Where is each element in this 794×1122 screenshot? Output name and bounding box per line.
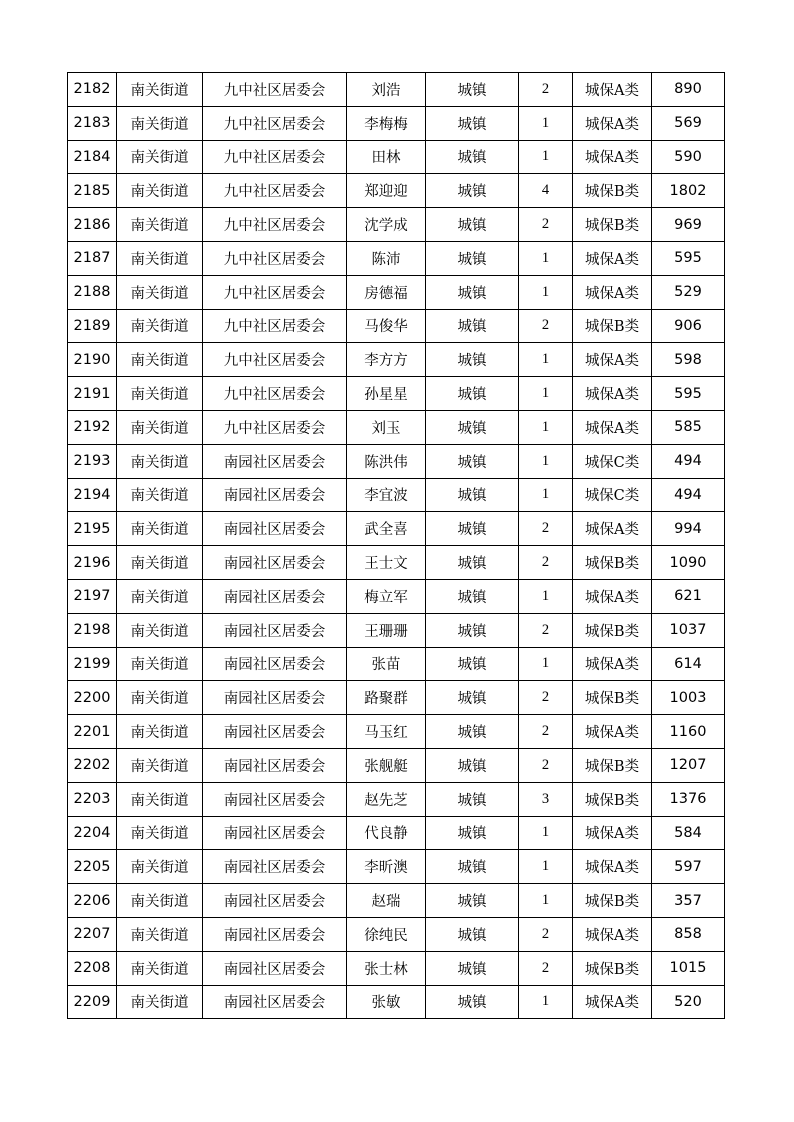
street-cell: 南关街道 — [117, 410, 203, 444]
row-number-cell: 2184 — [68, 140, 117, 174]
household-count-cell: 1 — [519, 377, 573, 411]
name-cell: 赵先芝 — [347, 782, 426, 816]
street-cell: 南关街道 — [117, 174, 203, 208]
name-cell: 陈洪伟 — [347, 444, 426, 478]
street-cell: 南关街道 — [117, 715, 203, 749]
community-cell: 南园社区居委会 — [203, 478, 347, 512]
household-count-cell: 1 — [519, 343, 573, 377]
row-number-cell: 2193 — [68, 444, 117, 478]
household-count-cell: 2 — [519, 309, 573, 343]
amount-cell: 1037 — [652, 613, 725, 647]
category-cell: 城保B类 — [573, 681, 652, 715]
name-cell: 路聚群 — [347, 681, 426, 715]
table-row — [68, 512, 725, 546]
row-number-cell: 2194 — [68, 478, 117, 512]
row-number-cell: 2203 — [68, 782, 117, 816]
category-cell: 城保A类 — [573, 647, 652, 681]
household-count-cell: 1 — [519, 985, 573, 1019]
household-count-cell: 1 — [519, 884, 573, 918]
category-cell: 城保A类 — [573, 73, 652, 107]
community-cell: 九中社区居委会 — [203, 343, 347, 377]
amount-cell: 906 — [652, 309, 725, 343]
name-cell: 郑迎迎 — [347, 174, 426, 208]
category-cell: 城保B类 — [573, 748, 652, 782]
household-count-cell: 3 — [519, 782, 573, 816]
name-cell: 张舰艇 — [347, 748, 426, 782]
area-type-cell: 城镇 — [426, 917, 519, 951]
amount-cell: 357 — [652, 884, 725, 918]
name-cell: 张士林 — [347, 951, 426, 985]
household-count-cell: 2 — [519, 73, 573, 107]
street-cell: 南关街道 — [117, 444, 203, 478]
category-cell: 城保A类 — [573, 816, 652, 850]
street-cell: 南关街道 — [117, 850, 203, 884]
amount-cell: 1160 — [652, 715, 725, 749]
amount-cell: 595 — [652, 241, 725, 275]
amount-cell: 584 — [652, 816, 725, 850]
category-cell: 城保A类 — [573, 275, 652, 309]
table-row — [68, 850, 725, 884]
street-cell: 南关街道 — [117, 782, 203, 816]
table-row — [68, 782, 725, 816]
street-cell: 南关街道 — [117, 377, 203, 411]
household-count-cell: 1 — [519, 647, 573, 681]
area-type-cell: 城镇 — [426, 106, 519, 140]
area-type-cell: 城镇 — [426, 546, 519, 580]
amount-cell: 994 — [652, 512, 725, 546]
table-row — [68, 951, 725, 985]
community-cell: 九中社区居委会 — [203, 410, 347, 444]
table-row — [68, 816, 725, 850]
category-cell: 城保C类 — [573, 444, 652, 478]
community-cell: 九中社区居委会 — [203, 377, 347, 411]
category-cell: 城保B类 — [573, 613, 652, 647]
household-count-cell: 2 — [519, 208, 573, 242]
row-number-cell: 2188 — [68, 275, 117, 309]
name-cell: 孙星星 — [347, 377, 426, 411]
category-cell: 城保B类 — [573, 309, 652, 343]
amount-cell: 529 — [652, 275, 725, 309]
area-type-cell: 城镇 — [426, 985, 519, 1019]
row-number-cell: 2183 — [68, 106, 117, 140]
household-count-cell: 2 — [519, 613, 573, 647]
table-row — [68, 73, 725, 107]
street-cell: 南关街道 — [117, 241, 203, 275]
row-number-cell: 2208 — [68, 951, 117, 985]
category-cell: 城保A类 — [573, 985, 652, 1019]
row-number-cell: 2201 — [68, 715, 117, 749]
amount-cell: 520 — [652, 985, 725, 1019]
name-cell: 刘浩 — [347, 73, 426, 107]
category-cell: 城保B类 — [573, 951, 652, 985]
category-cell: 城保A类 — [573, 512, 652, 546]
household-count-cell: 4 — [519, 174, 573, 208]
category-cell: 城保B类 — [573, 884, 652, 918]
name-cell: 武全喜 — [347, 512, 426, 546]
household-count-cell: 2 — [519, 951, 573, 985]
street-cell: 南关街道 — [117, 917, 203, 951]
amount-cell: 598 — [652, 343, 725, 377]
table-row — [68, 748, 725, 782]
name-cell: 马俊华 — [347, 309, 426, 343]
community-cell: 南园社区居委会 — [203, 748, 347, 782]
household-count-cell: 1 — [519, 106, 573, 140]
street-cell: 南关街道 — [117, 275, 203, 309]
table-row — [68, 613, 725, 647]
table-row — [68, 546, 725, 580]
household-count-cell: 1 — [519, 444, 573, 478]
category-cell: 城保C类 — [573, 478, 652, 512]
category-cell: 城保A类 — [573, 410, 652, 444]
amount-cell: 1015 — [652, 951, 725, 985]
name-cell: 李方方 — [347, 343, 426, 377]
community-cell: 南园社区居委会 — [203, 917, 347, 951]
area-type-cell: 城镇 — [426, 478, 519, 512]
name-cell: 刘玉 — [347, 410, 426, 444]
community-cell: 南园社区居委会 — [203, 816, 347, 850]
amount-cell: 569 — [652, 106, 725, 140]
category-cell: 城保A类 — [573, 917, 652, 951]
category-cell: 城保A类 — [573, 106, 652, 140]
community-cell: 九中社区居委会 — [203, 106, 347, 140]
amount-cell: 621 — [652, 579, 725, 613]
area-type-cell: 城镇 — [426, 343, 519, 377]
amount-cell: 969 — [652, 208, 725, 242]
community-cell: 南园社区居委会 — [203, 884, 347, 918]
street-cell: 南关街道 — [117, 579, 203, 613]
row-number-cell: 2187 — [68, 241, 117, 275]
street-cell: 南关街道 — [117, 106, 203, 140]
area-type-cell: 城镇 — [426, 748, 519, 782]
table-row — [68, 309, 725, 343]
category-cell: 城保A类 — [573, 579, 652, 613]
name-cell: 马玉红 — [347, 715, 426, 749]
area-type-cell: 城镇 — [426, 512, 519, 546]
household-count-cell: 2 — [519, 917, 573, 951]
amount-cell: 494 — [652, 478, 725, 512]
amount-cell: 614 — [652, 647, 725, 681]
community-cell: 九中社区居委会 — [203, 73, 347, 107]
amount-cell: 1207 — [652, 748, 725, 782]
roster-table-body — [68, 73, 725, 1019]
table-row — [68, 241, 725, 275]
table-row — [68, 275, 725, 309]
area-type-cell: 城镇 — [426, 647, 519, 681]
street-cell: 南关街道 — [117, 748, 203, 782]
category-cell: 城保A类 — [573, 377, 652, 411]
area-type-cell: 城镇 — [426, 951, 519, 985]
community-cell: 南园社区居委会 — [203, 546, 347, 580]
category-cell: 城保A类 — [573, 241, 652, 275]
community-cell: 南园社区居委会 — [203, 647, 347, 681]
row-number-cell: 2199 — [68, 647, 117, 681]
amount-cell: 1376 — [652, 782, 725, 816]
category-cell: 城保A类 — [573, 140, 652, 174]
name-cell: 陈沛 — [347, 241, 426, 275]
row-number-cell: 2202 — [68, 748, 117, 782]
row-number-cell: 2200 — [68, 681, 117, 715]
row-number-cell: 2185 — [68, 174, 117, 208]
area-type-cell: 城镇 — [426, 275, 519, 309]
amount-cell: 858 — [652, 917, 725, 951]
table-row — [68, 478, 725, 512]
table-row — [68, 106, 725, 140]
name-cell: 李宜波 — [347, 478, 426, 512]
amount-cell: 1003 — [652, 681, 725, 715]
street-cell: 南关街道 — [117, 951, 203, 985]
community-cell: 南园社区居委会 — [203, 579, 347, 613]
area-type-cell: 城镇 — [426, 174, 519, 208]
street-cell: 南关街道 — [117, 647, 203, 681]
community-cell: 南园社区居委会 — [203, 681, 347, 715]
name-cell: 田林 — [347, 140, 426, 174]
table-row — [68, 377, 725, 411]
area-type-cell: 城镇 — [426, 816, 519, 850]
area-type-cell: 城镇 — [426, 241, 519, 275]
category-cell: 城保A类 — [573, 343, 652, 377]
community-cell: 南园社区居委会 — [203, 985, 347, 1019]
community-cell: 南园社区居委会 — [203, 444, 347, 478]
area-type-cell: 城镇 — [426, 782, 519, 816]
street-cell: 南关街道 — [117, 884, 203, 918]
table-row — [68, 681, 725, 715]
area-type-cell: 城镇 — [426, 377, 519, 411]
household-count-cell: 1 — [519, 410, 573, 444]
name-cell: 李梅梅 — [347, 106, 426, 140]
table-row — [68, 444, 725, 478]
name-cell: 沈学成 — [347, 208, 426, 242]
street-cell: 南关街道 — [117, 478, 203, 512]
row-number-cell: 2190 — [68, 343, 117, 377]
community-cell: 南园社区居委会 — [203, 613, 347, 647]
community-cell: 九中社区居委会 — [203, 275, 347, 309]
community-cell: 九中社区居委会 — [203, 309, 347, 343]
household-count-cell: 2 — [519, 512, 573, 546]
household-count-cell: 1 — [519, 478, 573, 512]
row-number-cell: 2204 — [68, 816, 117, 850]
street-cell: 南关街道 — [117, 140, 203, 174]
table-row — [68, 579, 725, 613]
row-number-cell: 2195 — [68, 512, 117, 546]
category-cell: 城保B类 — [573, 546, 652, 580]
table-row — [68, 174, 725, 208]
street-cell: 南关街道 — [117, 613, 203, 647]
amount-cell: 494 — [652, 444, 725, 478]
community-cell: 九中社区居委会 — [203, 241, 347, 275]
area-type-cell: 城镇 — [426, 410, 519, 444]
name-cell: 张苗 — [347, 647, 426, 681]
area-type-cell: 城镇 — [426, 140, 519, 174]
area-type-cell: 城镇 — [426, 613, 519, 647]
household-count-cell: 1 — [519, 140, 573, 174]
amount-cell: 1802 — [652, 174, 725, 208]
table-row — [68, 140, 725, 174]
amount-cell: 597 — [652, 850, 725, 884]
row-number-cell: 2206 — [68, 884, 117, 918]
row-number-cell: 2192 — [68, 410, 117, 444]
table-row — [68, 884, 725, 918]
street-cell: 南关街道 — [117, 309, 203, 343]
household-count-cell: 2 — [519, 546, 573, 580]
area-type-cell: 城镇 — [426, 73, 519, 107]
row-number-cell: 2186 — [68, 208, 117, 242]
area-type-cell: 城镇 — [426, 579, 519, 613]
household-count-cell: 1 — [519, 816, 573, 850]
area-type-cell: 城镇 — [426, 850, 519, 884]
household-count-cell: 1 — [519, 275, 573, 309]
community-cell: 南园社区居委会 — [203, 850, 347, 884]
area-type-cell: 城镇 — [426, 444, 519, 478]
row-number-cell: 2191 — [68, 377, 117, 411]
household-count-cell: 1 — [519, 850, 573, 884]
name-cell: 赵瑞 — [347, 884, 426, 918]
row-number-cell: 2205 — [68, 850, 117, 884]
roster-table — [67, 72, 725, 1019]
name-cell: 李昕澳 — [347, 850, 426, 884]
amount-cell: 585 — [652, 410, 725, 444]
household-count-cell: 1 — [519, 241, 573, 275]
row-number-cell: 2196 — [68, 546, 117, 580]
amount-cell: 890 — [652, 73, 725, 107]
row-number-cell: 2209 — [68, 985, 117, 1019]
table-row — [68, 343, 725, 377]
table-row — [68, 208, 725, 242]
table-row — [68, 410, 725, 444]
street-cell: 南关街道 — [117, 985, 203, 1019]
row-number-cell: 2189 — [68, 309, 117, 343]
household-count-cell: 2 — [519, 715, 573, 749]
name-cell: 梅立军 — [347, 579, 426, 613]
area-type-cell: 城镇 — [426, 884, 519, 918]
category-cell: 城保A类 — [573, 850, 652, 884]
street-cell: 南关街道 — [117, 73, 203, 107]
document-page — [67, 72, 725, 1019]
category-cell: 城保A类 — [573, 715, 652, 749]
community-cell: 南园社区居委会 — [203, 782, 347, 816]
amount-cell: 590 — [652, 140, 725, 174]
name-cell: 徐纯民 — [347, 917, 426, 951]
table-row — [68, 647, 725, 681]
row-number-cell: 2198 — [68, 613, 117, 647]
row-number-cell: 2207 — [68, 917, 117, 951]
table-row — [68, 985, 725, 1019]
community-cell: 南园社区居委会 — [203, 512, 347, 546]
name-cell: 代良静 — [347, 816, 426, 850]
street-cell: 南关街道 — [117, 512, 203, 546]
name-cell: 房德福 — [347, 275, 426, 309]
community-cell: 南园社区居委会 — [203, 951, 347, 985]
name-cell: 张敏 — [347, 985, 426, 1019]
category-cell: 城保B类 — [573, 782, 652, 816]
household-count-cell: 2 — [519, 748, 573, 782]
community-cell: 九中社区居委会 — [203, 140, 347, 174]
category-cell: 城保B类 — [573, 208, 652, 242]
name-cell: 王珊珊 — [347, 613, 426, 647]
area-type-cell: 城镇 — [426, 309, 519, 343]
household-count-cell: 2 — [519, 681, 573, 715]
community-cell: 九中社区居委会 — [203, 208, 347, 242]
row-number-cell: 2182 — [68, 73, 117, 107]
name-cell: 王士文 — [347, 546, 426, 580]
community-cell: 九中社区居委会 — [203, 174, 347, 208]
street-cell: 南关街道 — [117, 208, 203, 242]
amount-cell: 1090 — [652, 546, 725, 580]
community-cell: 南园社区居委会 — [203, 715, 347, 749]
table-row — [68, 917, 725, 951]
street-cell: 南关街道 — [117, 546, 203, 580]
area-type-cell: 城镇 — [426, 681, 519, 715]
area-type-cell: 城镇 — [426, 715, 519, 749]
household-count-cell: 1 — [519, 579, 573, 613]
street-cell: 南关街道 — [117, 816, 203, 850]
category-cell: 城保B类 — [573, 174, 652, 208]
street-cell: 南关街道 — [117, 681, 203, 715]
table-row — [68, 715, 725, 749]
row-number-cell: 2197 — [68, 579, 117, 613]
area-type-cell: 城镇 — [426, 208, 519, 242]
street-cell: 南关街道 — [117, 343, 203, 377]
amount-cell: 595 — [652, 377, 725, 411]
